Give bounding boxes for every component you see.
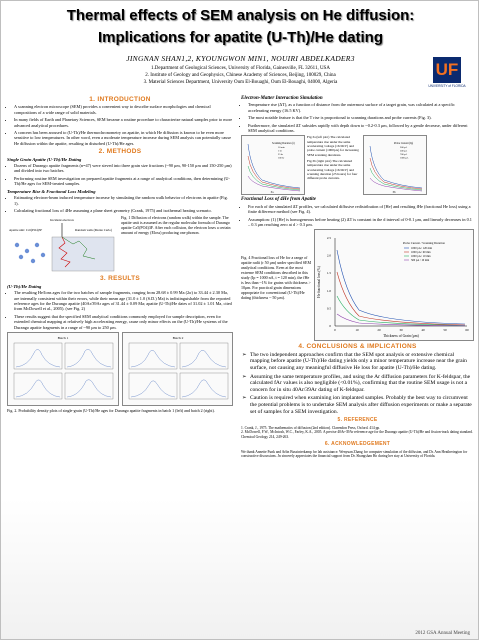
fig3b-legend: 300 pA	[400, 146, 408, 150]
fractional-bullet: • Assumption: (1) [He] is homogeneous before heating (2) ΔT is constant in the d interval of 0-0.1 μm, and linearly decreases in 0.1 – 0.3 μm reaching zero at d > 0.3 μm.	[248, 217, 474, 228]
conclusions-heading: 4. CONCLUSIONS & IMPLICATIONS	[298, 343, 417, 351]
methods-subheading-2: Temperature Rise & Fractional Loss Modeling	[7, 188, 96, 194]
fig1-apatite-label: Apatite unit: Ca5(PO4)3F	[9, 228, 43, 233]
fig4-legend-item: 1000 pA / 10 min	[411, 255, 431, 259]
affiliation-2: 2. Institute of Geology and Geophysics, Chinese Academy of Sciences, Beijing, 100029, China	[145, 73, 336, 78]
fig2-batch1-title: Batch 1	[57, 335, 69, 340]
conclusion-bullet: ➢ The two independent approaches confirm that the SEM spot analysis or extensive chemical mapping before apatite (U-Th)/He dating yields only a minor temperature increase near the grain surface, not causing any meaningful diffusive He loss for apatite (U-Th)/He dating.	[250, 352, 474, 372]
fig4-ytick: 1.5	[326, 271, 331, 276]
temperature-curves	[248, 144, 300, 191]
methods-bullet: • Dozens of Durango apatite fragments (n=47) were sieved into three grain size fractions (~90 μm, 90-150 μm and 150-250 μm) and divided into two batches.	[14, 163, 233, 174]
figure-3	[241, 135, 474, 195]
fig1-incident-label: Incident electron	[50, 218, 74, 223]
fig4-xtick: 30	[399, 328, 403, 333]
methods-bullet: • Performing routine SEM investigation on prepared apatite fragments at a range of analytical conditions, then determining (U-Th)/He ages for SEM-treated samples.	[14, 176, 233, 187]
figure-4	[241, 229, 474, 341]
affiliation-3: 3. Material Sciences Department, University Oum El-Bouaghi, Oum El-Bouaghi, 04000, Algeria	[143, 80, 338, 85]
conclusion-bullet: ➢ Assuming the same temperature profiles, and using the Ar diffusion parameters for K-feldspar, the calculated fAr values is also negligible (<0.01%), confirming that the routine SEM usage is not a concern for in situ 40Ar/39Ar dating of K-feldspar.	[250, 374, 474, 394]
reference-item: 2. McDowell, F.W., McIntosh, W.C., Farley, K.A., 2005. A precise 40Ar-39Ar reference age for the Durango apatite (U-Th)/He and fission-track dating standard. Chemical Geology 214, 249-263.	[241, 430, 473, 439]
methods-subheading-1: Single Grain Apatite (U-Th)/He Dating	[7, 156, 82, 162]
intro-list	[7, 104, 233, 146]
pdf-curves	[129, 343, 228, 399]
fig4-legend-swatches	[404, 248, 409, 260]
electron-bullet: • Furthermore, the simulated ΔT subsides rapidly with depth down to ~0.2-0.3 μm, followed by a gentle decrease, under different SEM analytical conditions.	[248, 123, 474, 134]
methods-heading: 2. METHODS	[98, 148, 142, 156]
results-bullet: • These results suggest that the specified SEM analytical conditions commonly employed for sample description, even for extended chemical mapping at relatively high accelerating energy, cause only minor effects on the (U-Th)/He systems of the Durango apatite fragments in a range of ~90 μm to 250 μm.	[14, 314, 233, 330]
fig3a-legend: 1 hr	[278, 149, 282, 153]
title-line-1: Thermal effects of SEM analysis on He diffusion:	[66, 7, 415, 24]
results-list	[7, 290, 233, 330]
fig4-ytick: 0.5	[326, 306, 331, 311]
results-bullet: • The resulting He/Ions ages for the two batches of sample fragments, ranging from 28.68 ± 0.99 Ma (2σ) to 33.44 ± 2.30 Ma, are internally consistent within their errors, while their mean age (31.0 ± 1.0 (S.D.) Ma) is indistinguishable from the reported reference ages for the Durango apatite (40Ar/39Ar ages of 31.44 ± 0.09 Ma; apatite (U-Th)/He dates of 31.02 ± 1.01 Ma, cited from McDowell et al., 2005). (see Fig. 2)	[14, 290, 233, 312]
fig4-plot	[314, 229, 474, 341]
left-column	[7, 94, 233, 413]
conclusion-bullet: ➢ Caution is required when examining ion implanted samples. Probably the best way to circumvent the potential problems is to undertake SEM analysis after diffusion experiments or make a separate set of samples for a SEM investigation.	[250, 395, 474, 415]
fig3b-legend: 1000 pA	[400, 156, 409, 160]
fig4-legend-title: Probe Current / Scanning Duration	[403, 241, 445, 246]
fig4-ytick: 2.5	[326, 236, 331, 241]
fig4-caption: Fig. 4 Fractional loss of He for a range of apatite radii (r 50 μm) under specified SEM analytical conditions. Even at the most extreme SEM conditions described in this study (Ip = 1000 nA, t = 120 min), the fHe is less than ~1% for grains with thickness > 10μm. For practical grain dimensions appropriate for conventional (U-Th)/He dating (thickness ~ 50 μm).	[241, 255, 312, 301]
methods-bullet: • Estimating electron-beam induced temperature increase by simulating the random walk behavior of electrons in apatite (Fig. 1).	[14, 195, 233, 206]
sample-block	[52, 237, 114, 271]
results-subheading: (U-Th)/He Dating	[7, 283, 42, 289]
fig3a-legend-title: Scanning Duration (t)	[272, 142, 295, 146]
reference-heading: 5. REFERENCE	[337, 417, 378, 424]
fig4-xtick: 10	[355, 328, 359, 333]
figure-2	[7, 332, 233, 406]
acknowledgement-text: We thank Annette Funk and Arlin Bussinterkamp for lab assistance. Wenyuan Zhang for computer simulation of the diffusion, and Dr. Ann Heatherington for constructive discussions. Jn sincerely appreciates the financial support from Dr. Shangshan Ho during her stay at University of Florida.	[241, 449, 468, 459]
atom-lattice	[15, 243, 45, 263]
uf-logo-text: UNIVERSITY of FLORIDA	[428, 84, 466, 88]
methods-bullet: • Calculating fractional loss of 4He assuming a plane sheet geometry (Crank, 1975) and isothermal heating scenario.	[14, 208, 233, 213]
fig3b-legend: 500 pA	[400, 149, 408, 153]
fig2-caption: Fig. 2. Probability density plots of single-grain (U-Th)/He ages for Durango apatite fragments in batch 1 (left) and batch 2 (right).	[7, 407, 215, 413]
electron-random-walk-figure	[7, 215, 117, 273]
intro-bullet: • In many fields of Earth and Planetary Sciences, SEM became a routine procedure to characterize natural samples prior to more advanced analytical procedures.	[14, 117, 233, 128]
methods-list-2	[7, 195, 233, 213]
footer-label: 2012 GSA Annual Meeting	[415, 631, 470, 636]
fig4-xtick: 0	[334, 328, 336, 333]
fig4-ytick: 0	[329, 324, 331, 329]
fig3a-legend: 10 min	[278, 146, 285, 150]
methods-list-1	[7, 163, 233, 187]
fractional-heading: Fractional Loss of 4He from Apatite	[241, 197, 316, 203]
fig3-caption	[307, 135, 361, 195]
fig1-caption: Fig. 1 Diffusion of electrons (random walk) within the sample. The apatite unit is assumed as the regular molecular formula of Durango apatite Ca5(PO4)3F. After each collision, the electron loses a certain amount of energy (Eloss) producing one phonon.	[121, 215, 231, 236]
fig3b-legend-title: Probe Current (Ip)	[394, 142, 414, 146]
uf-logo-mark: UF	[433, 57, 461, 83]
acknowledgement-heading: 6. ACKNOWLEDGEMENT	[324, 441, 391, 448]
authors: JINGNAN SHAN1,2, KYOUNGWON MIN1, NOUIRI ABDELKADER3	[126, 54, 355, 63]
fig4-legend-item: 1000 pA / 60 min	[411, 251, 431, 255]
fig3b-panel-label: 3b	[392, 190, 396, 195]
electron-heading: Electron-Matter Interaction Simulation	[241, 96, 323, 101]
fig4-ylabel: He fractional loss (%)	[317, 266, 321, 299]
electron-bullet: • The most notable feature is that the T rise is proportional to scanning durations and probe currents (Fig. 3).	[248, 115, 474, 120]
fig3b-legend: 700 pA	[400, 153, 408, 157]
title-line-2: Implications for apatite (U-Th)/He dating	[97, 29, 383, 46]
uf-logo	[427, 57, 467, 95]
fig4-xtick: 20	[377, 328, 381, 333]
fig4-ytick: 1.0	[326, 289, 331, 294]
fig4-xtick: 50	[443, 328, 447, 333]
fig4-xtick: 40	[421, 328, 425, 333]
fig4-ytick: 2.0	[326, 254, 331, 259]
electron-list	[241, 102, 474, 133]
conclusions-list	[241, 352, 474, 415]
intro-bullet: • A concern has been aroused to (U-Th)/He thermochronometry on apatite, in which He diffusion is known to be even more sensitive to low temperatures. In other word, even a moderate temperature increase during SEM analysis can potentially cause He diffusion within the apatite, resulting in disturbed (U-Th)/He ages.	[14, 130, 233, 146]
intro-bullet: • A scanning electron microscope (SEM) provides a convenient way to describe surface morphologies and chemical compositions of a wide range of solid materials.	[14, 104, 233, 115]
fig4-xtick: 60	[465, 328, 469, 333]
electron-bullet: • Temperature rise (ΔT), as a function of distance from the outermost surface of a target grain, was calculated at a specific accelerating energy (16.5 KV).	[248, 102, 474, 113]
fig2-batch2-title: Batch 2	[172, 335, 183, 340]
results-heading: 3. RESULTS	[99, 275, 141, 283]
fig3a-caption: Fig.3a (left plot) The calculated temperature rise under the same accelerating voltage (16.5KV) and probe current (1000pA) for increasing SEM scanning durations.	[307, 135, 359, 157]
fig3a-panel-label: 3a	[270, 190, 274, 195]
affiliation-1: 1.Department of Geological Sciences, University of Florida, Gainesville, FL 32611, USA	[151, 66, 330, 71]
fig4-xlabel: Thickness of Grain (μm)	[383, 334, 419, 339]
fig3a-plot	[241, 135, 305, 195]
fig2-batch1-plot	[7, 332, 119, 406]
fractional-loss-curves	[337, 250, 465, 326]
fig2-batch2-plot	[122, 332, 234, 406]
right-column	[241, 94, 474, 459]
fig1-walk-label: Random walk (Monte Carlo)	[75, 228, 112, 233]
fractional-list	[241, 204, 474, 228]
fig4-legend-item: 500 pA / 10 min	[411, 259, 430, 263]
fractional-bullet: • For each of the simulated ΔT profiles, we calculated diffusive redistribution of [He] and resulting fHe (fractional He loss) using a finite difference method (see Fig. 4).	[248, 204, 474, 215]
fig3b-caption: Fig.3b (right plot) The calculated temperature rise under the same accelerating voltage (16.5KV) and scanning duration (25 hours) for four different probe currents.	[307, 158, 358, 181]
fig3a-legend: 25 hr	[278, 153, 283, 157]
fig3b-plot	[363, 135, 427, 195]
fig4-legend-item: 1000 pA / 120 min	[411, 247, 432, 251]
figure-1	[7, 215, 233, 273]
intro-heading: 1. INTRODUCTION	[89, 96, 151, 103]
fig3a-legend: 100 hr	[278, 156, 285, 160]
reference-item: 1. Crank, J., 1975. The mathematics of diffusion (2nd edition). Clarendon Press, Oxford. 414 pp.	[241, 425, 381, 430]
temperature-curves	[370, 146, 422, 191]
pdf-curves	[14, 343, 113, 399]
